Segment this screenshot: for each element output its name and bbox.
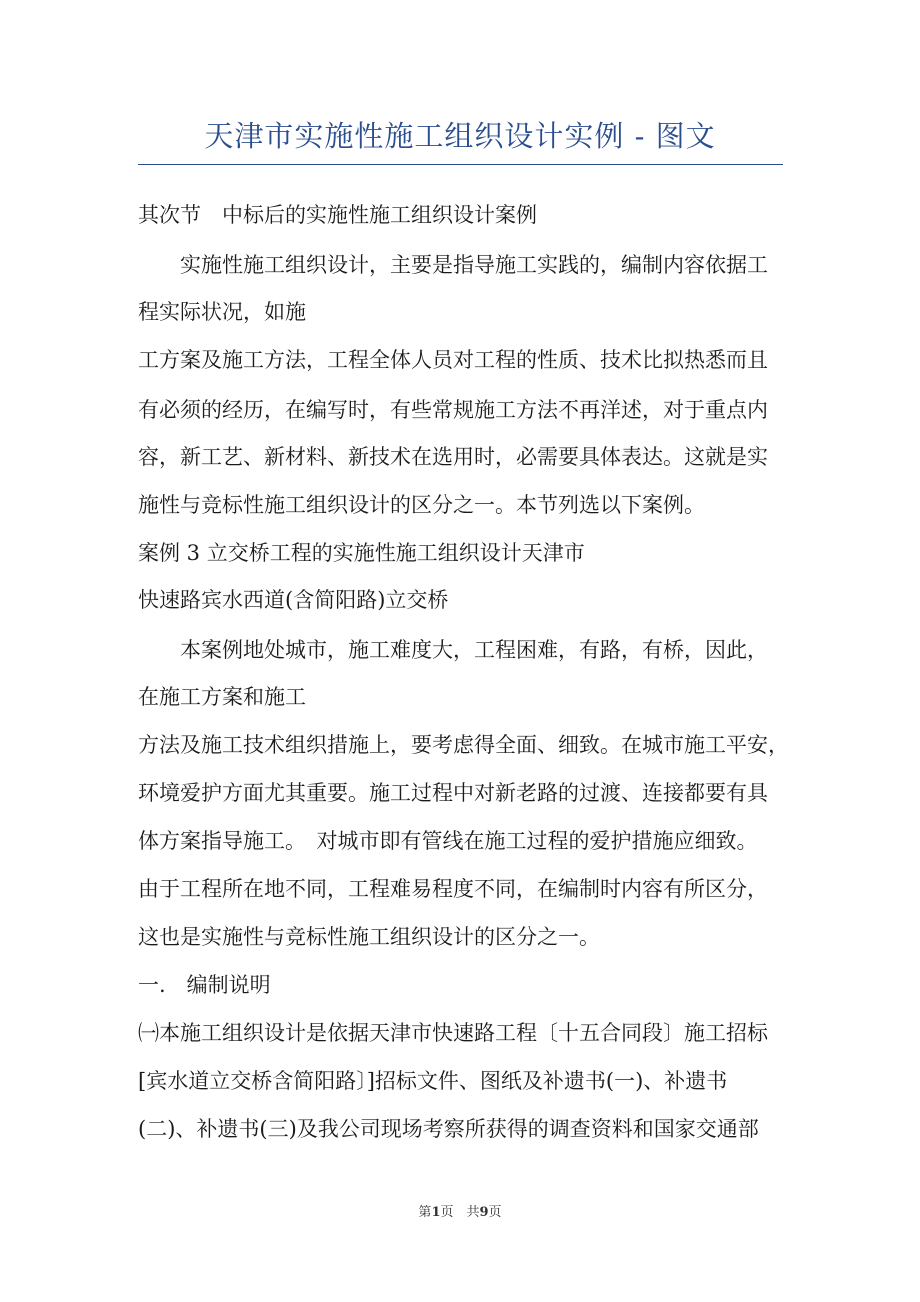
- footer-prefix: 第: [418, 1205, 432, 1220]
- paragraph-line: (二)、补遗书(三)及我公司现场考察所获得的调查资料和国家交通部: [138, 1117, 759, 1141]
- paragraph-line: 工方案及施工方法，工程全体人员对工程的性质、技术比拟热悉而且: [138, 348, 768, 372]
- paragraph-line: 容，新工艺、新材料、新技术在选用时，必需要具体表达。这就是实: [138, 445, 768, 469]
- paragraph-line: ㈠本施工组织设计是依据天津市快速路工程〔十五合同段〕施工招标: [138, 1021, 768, 1045]
- case-heading-line: 案例 3 立交桥工程的实施性施工组织设计天津市: [138, 541, 585, 565]
- paragraph-line: 体方案指导施工。 对城市即有管线在施工过程的爱护措施应细致。: [138, 829, 758, 853]
- paragraph-line: 有必须的经历，在编写时，有些常规施工方法不再洋述，对于重点内: [138, 398, 768, 422]
- paragraph-line: 由于工程所在地不同，工程难易程度不同，在编制时内容有所区分，: [138, 877, 768, 901]
- total-page-count: 9: [479, 1205, 489, 1220]
- paragraph-line: 施性与竞标性施工组织设计的区分之一。本节列选以下案例。: [138, 493, 705, 517]
- page-footer: [0, 1203, 920, 1223]
- subsection-heading: 一. 编制说明: [138, 973, 271, 997]
- footer-middle: 页 共: [440, 1205, 480, 1220]
- paragraph-line: 环境爱护方面尤其重要。施工过程中对新老路的过渡、连接都要有具: [138, 781, 768, 805]
- paragraph-line: [宾水道立交桥含简阳路〕]招标文件、图纸及补遗书(一)、补遗书: [138, 1069, 728, 1093]
- footer-suffix: 页: [488, 1205, 502, 1220]
- title-underline: [138, 164, 783, 165]
- section-heading: 其次节 中标后的实施性施工组织设计案例: [138, 203, 537, 227]
- paragraph-line: 本案例地处城市，施工难度大，工程困难，有路，有桥，因此，: [180, 638, 768, 662]
- paragraph-line: 程实际状况，如施: [138, 300, 306, 324]
- paragraph-line: 实施性施工组织设计，主要是指导施工实践的，编制内容依据工: [180, 253, 768, 277]
- current-page-number: 1: [431, 1205, 441, 1220]
- paragraph-line: 在施工方案和施工: [138, 685, 306, 709]
- case-heading-line: 快速路宾水西道(含简阳路)立交桥: [138, 588, 449, 612]
- paragraph-line: 这也是实施性与竞标性施工组织设计的区分之一。: [138, 925, 600, 949]
- paragraph-line: 方法及施工技术组织措施上，要考虑得全面、细致。在城市施工平安，: [138, 733, 789, 757]
- document-title: 天津市实施性施工组织设计实例 - 图文: [204, 119, 716, 153]
